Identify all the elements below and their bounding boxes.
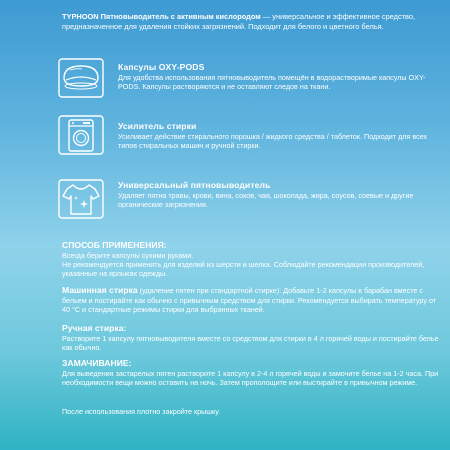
hand-wash-section — [62, 323, 442, 352]
capsule-icon — [56, 56, 106, 100]
feature-description: Усиливает действие стирального порошка / жидкого средства / таблеток. Подходит для всех типов стиральных машин и ручной стирки. — [118, 132, 428, 151]
section-text: Растворите 1 капсулу пятновыводителя вместе со средством для стирки в 4 л горячей воды и постирайте белье как обычно. — [62, 333, 439, 352]
feature-title: Капсулы OXY-PODS — [118, 62, 205, 72]
section-text: Для выведения застарелых пятен растворите 1 капсулу в 2-4 л горячей воды и замочите белье на 1-2 часа. При необходимости вещи можно оставить на ночь. Затем прополощите или выстирайте в привычном режиме. — [62, 368, 439, 387]
washing-machine-icon — [56, 113, 106, 157]
machine-wash-section — [62, 285, 442, 314]
section-line: Не рекомендуется применять для изделий из шерсти и шелка. Соблюдайте рекомендации производителей, указанные на ярлыках одежды. — [62, 259, 425, 279]
section-title: СПОСОБ ПРИМЕНЕНИЯ: — [62, 240, 167, 250]
feature-title: Усилитель стирки — [118, 121, 197, 131]
usage-section — [62, 240, 442, 278]
section-title: Машинная стирка — [62, 285, 138, 295]
closing-text: После использования плотно закройте крышку. — [62, 407, 221, 416]
feature-title: Универсальный пятновыводитель — [118, 180, 271, 190]
intro-brand: TYPHOON Пятновыводитель с активным кислородом — [62, 12, 261, 21]
section-line: Всегда берите капсулы сухими руками. — [62, 250, 194, 260]
section-title: Ручная стирка: — [62, 323, 127, 333]
intro-paragraph — [62, 12, 440, 31]
closing-note — [62, 407, 442, 416]
feature-description: Для удобства использования пятновыводитель помещён в водорастворимые капсулы OXY-PODS. Капсулы растворяются и не оставляют следов на ткани. — [118, 73, 426, 92]
section-text: (удаление пятен при стандартной стирке): Добавьте 1-2 капсулы в барабан вместе с бельем и постирайте как обычно с привычным средством для стирки. Рекомендуется выбирать температуру от 40 °С и стандартные режимы стирки для выбранных тканей. — [62, 286, 437, 314]
intro-text: — универсальное и эффективное средство, предназначенное для удаления стойких загрязнений. Подходит для белого и цветного белья. — [62, 12, 416, 31]
tshirt-icon — [56, 177, 106, 221]
soak-section — [62, 358, 442, 387]
feature-description: Удаляет пятна травы, крови, вина, соков, чая, шоколада, жира, соусов, соевые и другие органические загрязнения. — [118, 191, 414, 210]
section-title: ЗАМАЧИВАНИЕ: — [62, 358, 132, 368]
